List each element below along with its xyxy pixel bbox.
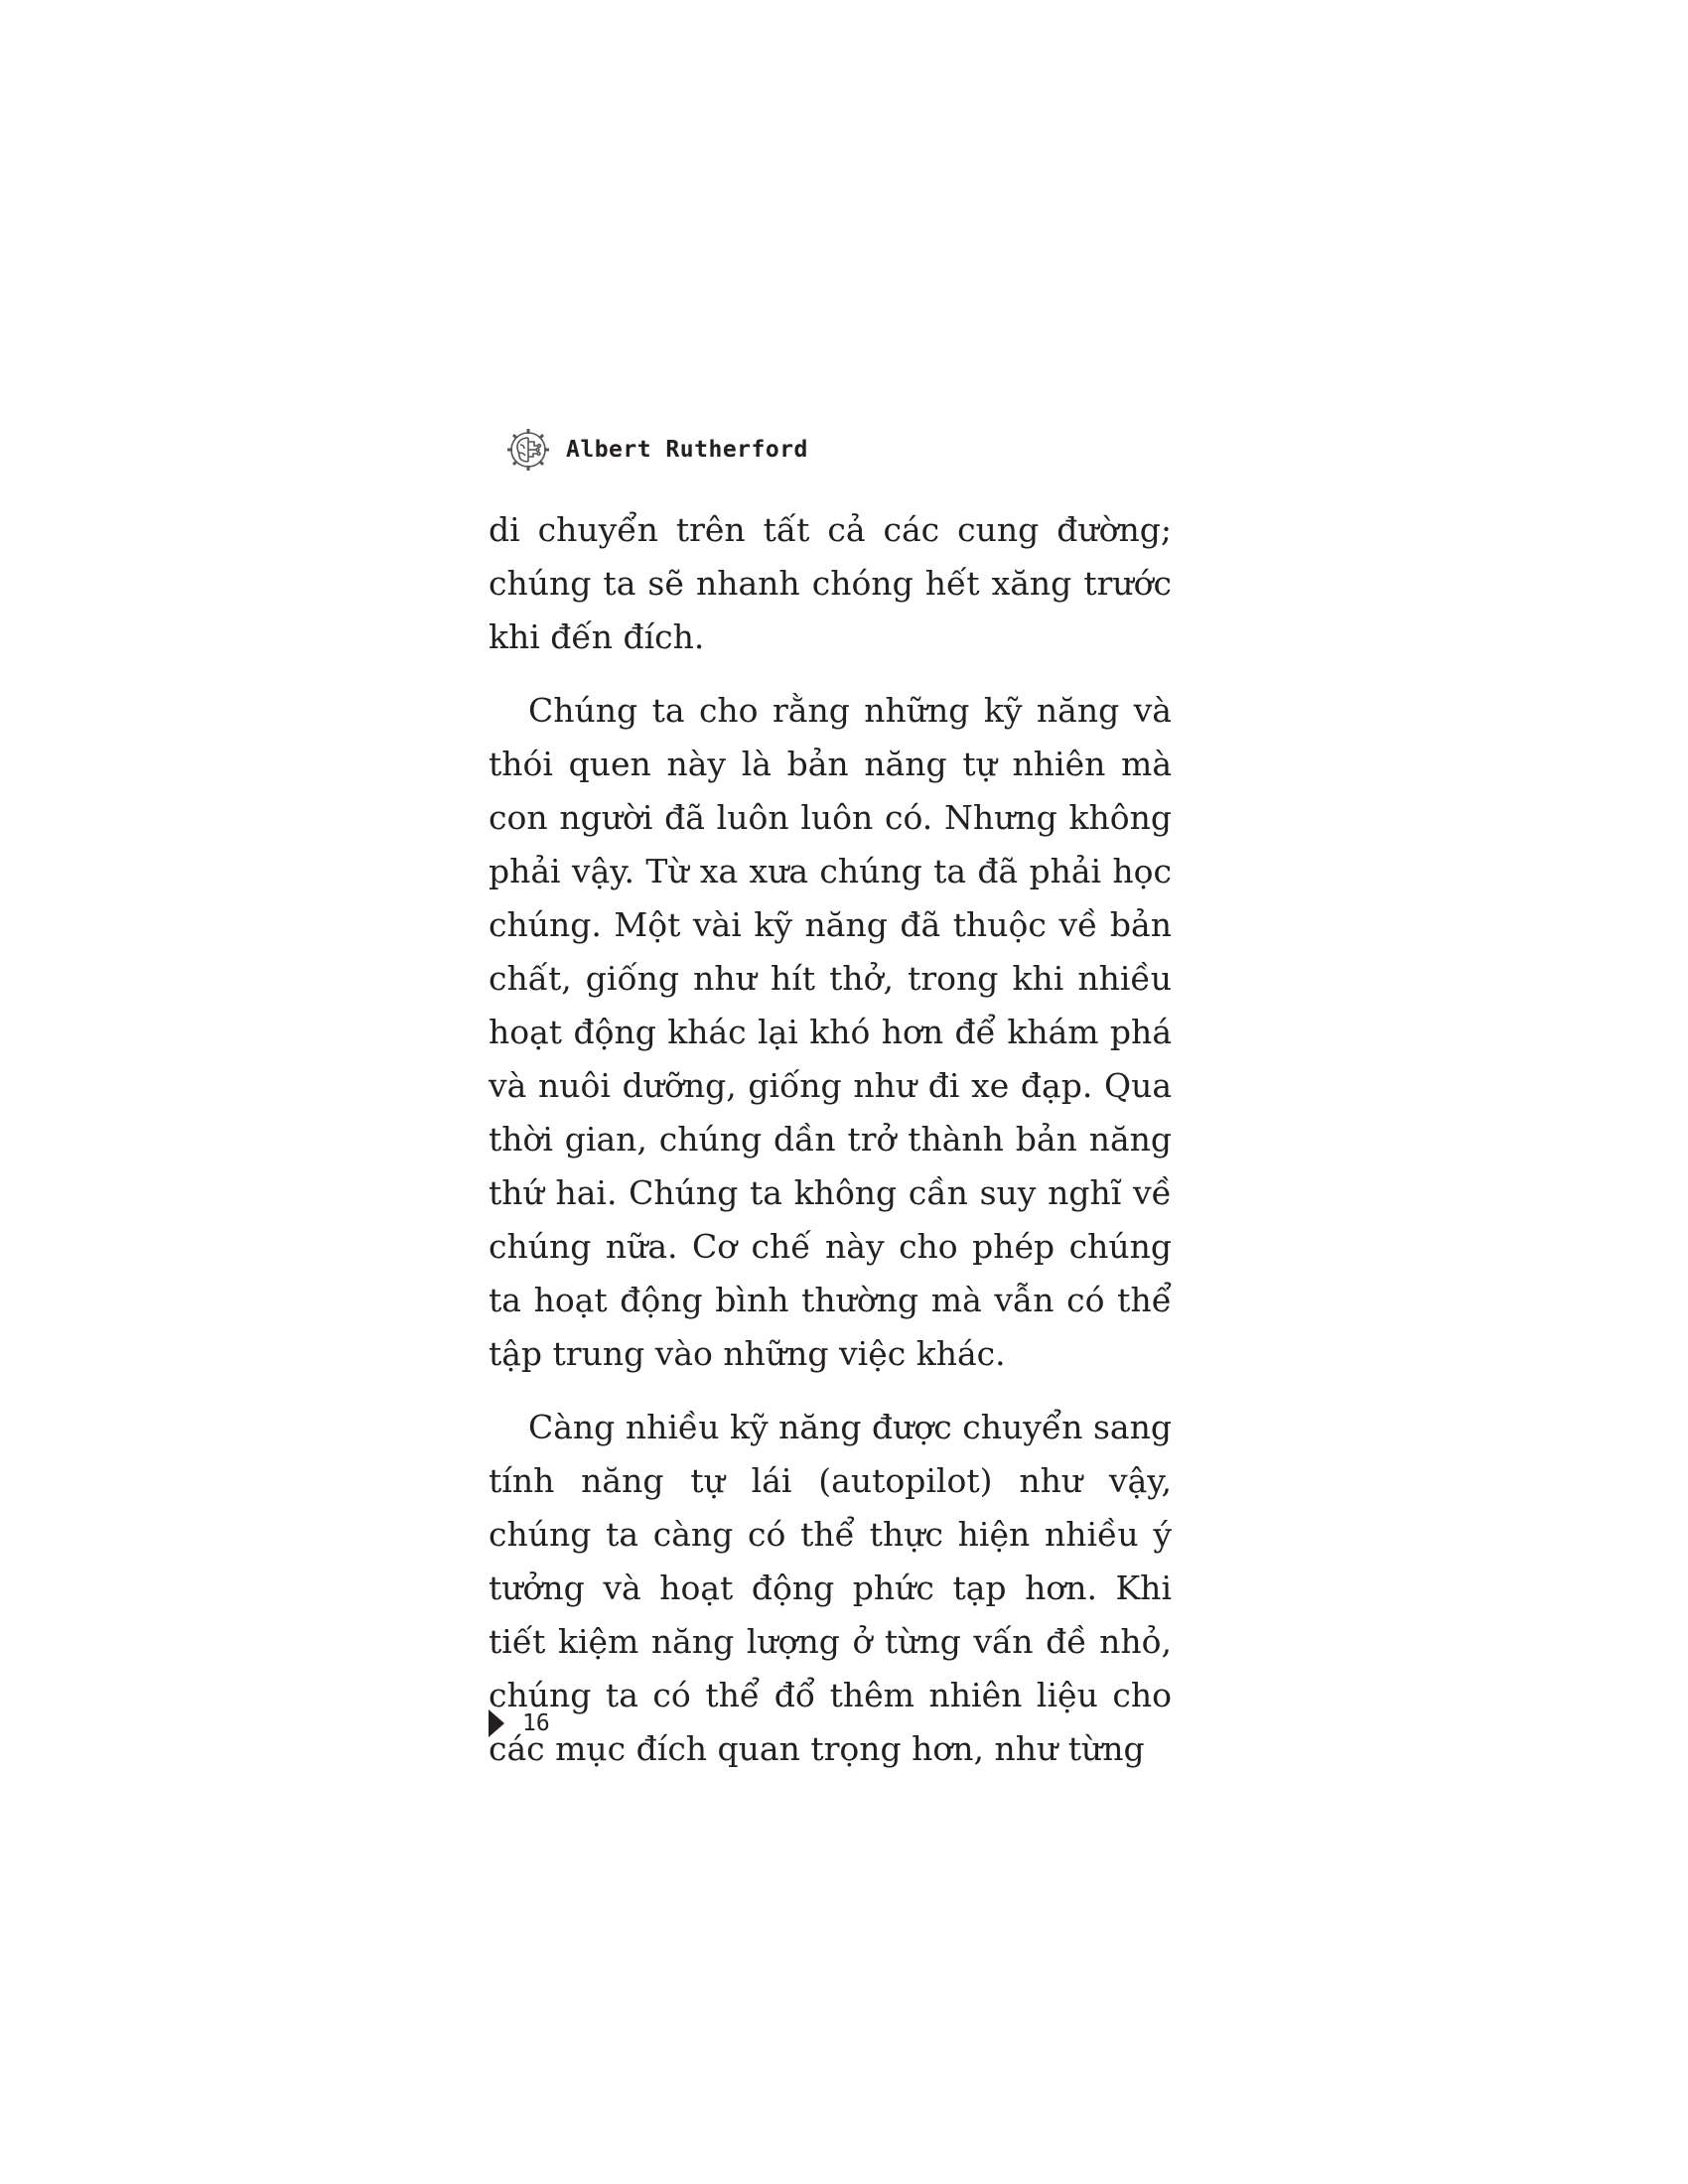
paragraph: Chúng ta cho rằng những kỹ năng và thói quen này là bản năng tự nhiên mà con người đã luôn luôn có. Nhưng không phải vậy. Từ xa xưa chúng ta đã phải học chúng. Một vài kỹ năng đã thuộc về bản chất, giống như hít thở, trong khi nhiều hoạt động khác lại khó hơn để khám phá và nuôi dưỡng, giống như đi xe đạp. Qua thời gian, chúng dần trở thành bản năng thứ hai. Chúng ta không cần suy nghĩ về chúng nữa. Cơ chế này cho phép chúng ta hoạt động bình thường mà vẫn có thể tập trung vào những việc khác. bbox=[489, 691, 1172, 1373]
running-header bbox=[504, 425, 808, 475]
paragraph-continued: di chuyển trên tất cả các cung đường; chúng ta sẽ nhanh chóng hết xăng trước khi đến đích. bbox=[489, 510, 1172, 656]
body-text bbox=[489, 503, 1172, 1776]
page-number: 16 bbox=[522, 1710, 550, 1736]
triangle-right-icon bbox=[489, 1709, 504, 1737]
brain-gear-icon bbox=[504, 426, 552, 474]
page-footer bbox=[489, 1709, 550, 1737]
paragraph: Càng nhiều kỹ năng được chuyển sang tính năng tự lái (autopilot) như vậy, chúng ta càng có thể thực hiện nhiều ý tưởng và hoạt động phức tạp hơn. Khi tiết kiệm năng lượng ở từng vấn đề nhỏ, chúng ta có thể đổ thêm nhiên liệu cho các mục đích quan trọng hơn, như từng bbox=[489, 1408, 1172, 1768]
running-header-author: Albert Rutherford bbox=[566, 437, 808, 463]
